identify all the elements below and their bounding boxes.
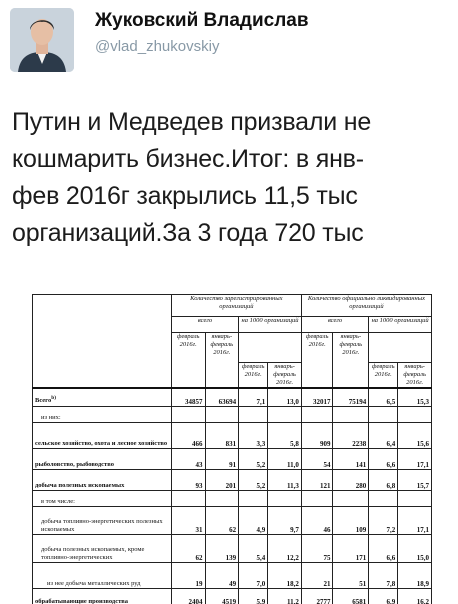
cell: 15,3 xyxy=(398,388,432,406)
table-row xyxy=(33,422,432,448)
table-row xyxy=(33,588,432,604)
row-label: рыболовство, рыбоводство xyxy=(33,448,172,469)
cell: 5,2 xyxy=(239,448,268,469)
profile-handle[interactable]: @vlad_zhukovskiy xyxy=(95,38,220,55)
cell: 18,2 xyxy=(268,562,302,588)
cell: 7,2 xyxy=(369,506,398,534)
row-label: добыча топливно-энергетических полезных ископаемых xyxy=(33,506,172,534)
cell: 121 xyxy=(301,469,333,490)
cell: 4,9 xyxy=(239,506,268,534)
cell: 466 xyxy=(171,422,205,448)
cell: 2238 xyxy=(333,422,369,448)
cell: 54 xyxy=(301,448,333,469)
cell: 6,8 xyxy=(369,469,398,490)
table-row xyxy=(33,562,432,588)
cell: 909 xyxy=(301,422,333,448)
cell: 93 xyxy=(171,469,205,490)
cell: 32017 xyxy=(301,388,333,406)
row-label: в том числе: xyxy=(33,490,172,506)
cell: 6,6 xyxy=(369,448,398,469)
profile-photo-icon xyxy=(10,8,74,72)
cell: 13,0 xyxy=(268,388,302,406)
cell: 6,4 xyxy=(369,422,398,448)
cell: 831 xyxy=(205,422,239,448)
cell: 6581 xyxy=(333,588,369,604)
table-corner-cell xyxy=(33,295,172,389)
cell: 62 xyxy=(171,534,205,562)
cell: 91 xyxy=(205,448,239,469)
cell: 17,1 xyxy=(398,448,432,469)
cell: 201 xyxy=(205,469,239,490)
table-row xyxy=(33,406,432,422)
cell: 4519 xyxy=(205,588,239,604)
cell: 6,5 xyxy=(369,388,398,406)
tweet-line: Путин и Медведев призвали не xyxy=(12,108,372,136)
cell: 17,1 xyxy=(398,506,432,534)
header-empty-cell xyxy=(369,333,432,363)
tweet-line: фев 2016г закрылись 11,5 тыс xyxy=(12,182,358,210)
tweet-line: организаций.За 3 года 720 тыс xyxy=(12,219,364,247)
header-total: всего xyxy=(171,317,238,333)
table-row xyxy=(33,469,432,490)
cell: 21 xyxy=(301,562,333,588)
cell: 75194 xyxy=(333,388,369,406)
statistics-table xyxy=(32,294,432,604)
cell: 19 xyxy=(171,562,205,588)
cell: 2777 xyxy=(301,588,333,604)
table-row xyxy=(33,506,432,534)
cell: 280 xyxy=(333,469,369,490)
cell: 18,9 xyxy=(398,562,432,588)
cell: 7,8 xyxy=(369,562,398,588)
profile-name[interactable]: Жуковский Владислав xyxy=(95,10,309,31)
cell: 46 xyxy=(301,506,333,534)
cell: 109 xyxy=(333,506,369,534)
cell: 51 xyxy=(333,562,369,588)
cell: 43 xyxy=(171,448,205,469)
cell: 139 xyxy=(205,534,239,562)
cell: 12,2 xyxy=(268,534,302,562)
row-label: обрабатывающие производства xyxy=(33,588,172,604)
header-janfeb2016: январь-февраль 2016г. xyxy=(333,333,369,389)
avatar[interactable] xyxy=(10,8,74,72)
row-label xyxy=(33,388,172,406)
cell: 16,2 xyxy=(398,588,432,604)
cell: 6,6 xyxy=(369,534,398,562)
row-label: из них: xyxy=(33,406,172,422)
cell: 11,2 xyxy=(268,588,302,604)
row-footnote: b) xyxy=(51,395,57,402)
table-row xyxy=(33,448,432,469)
cell: 5,4 xyxy=(239,534,268,562)
cell: 11,0 xyxy=(268,448,302,469)
cell: 62 xyxy=(205,506,239,534)
header-total: всего xyxy=(301,317,368,333)
cell: 9,7 xyxy=(268,506,302,534)
cell: 2404 xyxy=(171,588,205,604)
cell: 11,3 xyxy=(268,469,302,490)
header-feb2016: февраль 2016г. xyxy=(171,333,205,389)
cell: 49 xyxy=(205,562,239,588)
cell: 7,0 xyxy=(239,562,268,588)
row-label: сельское хозяйство, охота и лесное хозяйство xyxy=(33,422,172,448)
cell: 171 xyxy=(333,534,369,562)
tweet-header xyxy=(10,8,450,74)
cell: 75 xyxy=(301,534,333,562)
cell: 6,9 xyxy=(369,588,398,604)
header-feb2016: февраль 2016г. xyxy=(301,333,333,389)
header-janfeb2016: январь-февраль 2016г. xyxy=(398,363,432,389)
cell: 15,0 xyxy=(398,534,432,562)
cell: 15,7 xyxy=(398,469,432,490)
cell: 5,9 xyxy=(239,588,268,604)
cell: 63694 xyxy=(205,388,239,406)
header-registered: Количество зарегистрированных организаций xyxy=(171,295,301,317)
attached-table-image[interactable] xyxy=(28,292,440,604)
tweet-text xyxy=(12,104,452,252)
header-per1000: на 1000 организаций xyxy=(239,317,302,333)
cell: 5,8 xyxy=(268,422,302,448)
header-liquidated: Количество официально ликвидированных организаций xyxy=(301,295,431,317)
header-feb2016: февраль 2016г. xyxy=(369,363,398,389)
table-row xyxy=(33,388,432,406)
cell: 7,1 xyxy=(239,388,268,406)
row-label: из нее добыча металлических руд xyxy=(33,562,172,588)
header-empty-cell xyxy=(239,333,302,363)
cell: 31 xyxy=(171,506,205,534)
cell: 141 xyxy=(333,448,369,469)
tweet-line: кошмарить бизнес.Итог: в янв- xyxy=(12,145,364,173)
table-row xyxy=(33,490,432,506)
header-janfeb2016: январь-февраль 2016г. xyxy=(205,333,239,389)
cell: 5,2 xyxy=(239,469,268,490)
header-feb2016: февраль 2016г. xyxy=(239,363,268,389)
header-janfeb2016: январь-февраль 2016г. xyxy=(268,363,302,389)
row-label-text: Всего xyxy=(35,397,52,405)
cell: 34857 xyxy=(171,388,205,406)
table-row xyxy=(33,534,432,562)
row-label: добыча полезных ископаемых, кроме топливно-энергетических xyxy=(33,534,172,562)
cell: 15,6 xyxy=(398,422,432,448)
row-label: добыча полезных ископаемых xyxy=(33,469,172,490)
cell: 3,3 xyxy=(239,422,268,448)
header-per1000: на 1000 организаций xyxy=(369,317,432,333)
